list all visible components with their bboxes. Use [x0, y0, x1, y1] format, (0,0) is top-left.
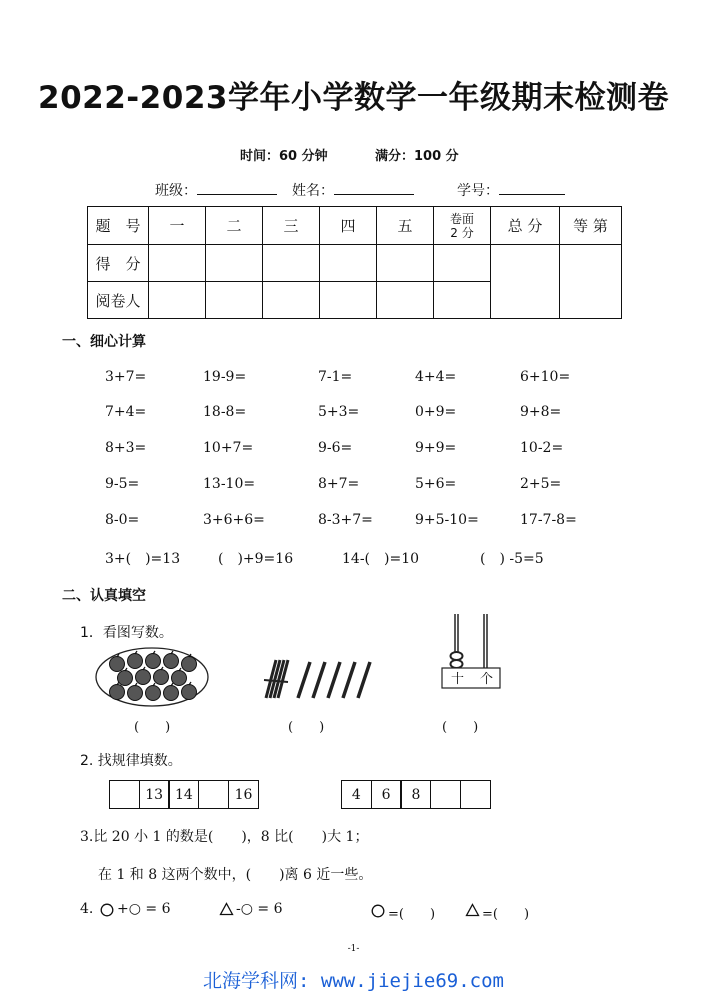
grader-cell[interactable] — [377, 282, 434, 319]
single-stick — [328, 662, 340, 698]
full-score: 满分：100 分 — [375, 149, 459, 164]
neatness-label: 卷面 — [449, 211, 474, 226]
grader-cell[interactable] — [206, 282, 263, 319]
single-stick — [298, 662, 310, 698]
answer-apples[interactable]: ( ) — [134, 720, 171, 735]
apple-icon — [154, 670, 169, 685]
circle-icon — [100, 903, 114, 917]
grader-row-label: 阅卷人 — [88, 282, 149, 319]
calc-item: 9-6= — [318, 440, 353, 456]
page-title: 2022-2023学年小学数学一年级期末检测卷 — [38, 80, 669, 116]
calc-item: 0+9= — [415, 404, 457, 420]
col-section-1: 一 — [149, 207, 206, 245]
sequence-2 — [342, 780, 491, 809]
score-cell[interactable] — [206, 245, 263, 282]
circle-icon — [371, 904, 385, 918]
total-cell[interactable] — [491, 245, 560, 319]
question-4-equation-2: -○ = 6 — [236, 901, 283, 917]
question-2: 2. 找规律填数。 — [80, 753, 182, 769]
col-grade: 等 第 — [560, 207, 622, 245]
sequence-1 — [110, 780, 259, 809]
sticks-picture — [258, 654, 383, 704]
calc-item: 19-9= — [203, 369, 247, 385]
student-id-field[interactable] — [457, 180, 565, 200]
calc-item: 13-10= — [203, 476, 256, 492]
apple-icon — [172, 671, 187, 686]
exam-time: 时间：60 分钟 — [240, 149, 328, 164]
footer-website[interactable]: 北海学科网: www.jiejie69.com — [203, 970, 504, 992]
grader-cell[interactable] — [263, 282, 320, 319]
apple-icon — [118, 671, 133, 686]
calc-item: 3+6+6= — [203, 512, 265, 528]
sequence-cell: 14 — [168, 780, 199, 809]
question-3-line-1: 3.比 20 小 1 的数是( )，8 比( )大 1； — [80, 829, 369, 845]
triangle-icon — [465, 903, 480, 917]
name-label: 姓名： — [292, 183, 334, 199]
answer-sticks[interactable]: ( ) — [288, 720, 325, 735]
apple-icon — [128, 686, 143, 701]
sequence-cell[interactable] — [198, 780, 229, 809]
abacus-tens-label: 十 — [451, 672, 465, 687]
calc-item: 8-0= — [105, 512, 140, 528]
col-section-2: 二 — [206, 207, 263, 245]
apple-icon — [164, 686, 179, 701]
sequence-cell: 16 — [228, 780, 259, 809]
score-cell[interactable] — [149, 245, 206, 282]
id-label: 学号： — [457, 183, 499, 199]
col-total: 总 分 — [491, 207, 560, 245]
single-stick — [358, 662, 370, 698]
abacus-ones-label: 个 — [480, 672, 494, 687]
sequence-cell[interactable] — [460, 780, 491, 809]
calc-item: 7+4= — [105, 404, 147, 420]
calc-item: 9-5= — [105, 476, 140, 492]
question-1: 1．看图写数。 — [80, 625, 173, 641]
col-section-5: 五 — [377, 207, 434, 245]
apple-icon — [110, 657, 125, 672]
page-number: -1- — [347, 944, 360, 954]
calc-item: 9+5-10= — [415, 512, 479, 528]
question-4-number: 4. — [80, 901, 94, 917]
blank-equation[interactable]: 3+( )=13 — [105, 551, 181, 567]
calc-item: 7-1= — [318, 369, 353, 385]
apple-icon — [128, 654, 143, 669]
apple-icon — [182, 685, 197, 700]
sequence-cell: 6 — [371, 780, 402, 809]
sequence-cell[interactable] — [109, 780, 140, 809]
apples-picture — [95, 646, 210, 708]
stick-bundle — [264, 660, 288, 698]
single-stick — [343, 662, 355, 698]
calc-item: 4+4= — [415, 369, 457, 385]
grader-cell[interactable] — [434, 282, 491, 319]
name-blank[interactable] — [334, 180, 414, 195]
apple-icon — [164, 654, 179, 669]
blank-equation[interactable]: 14-( )=10 — [342, 551, 420, 567]
calc-item: 17-7-8= — [520, 512, 577, 528]
single-stick — [313, 662, 325, 698]
score-table — [87, 206, 622, 319]
calc-item: 9+8= — [520, 404, 562, 420]
neatness-points: 2 分 — [450, 225, 474, 240]
sequence-cell: 8 — [400, 780, 431, 809]
col-section-4: 四 — [320, 207, 377, 245]
section-2-heading: 二、认真填空 — [62, 588, 146, 604]
calc-item: 9+9= — [415, 440, 457, 456]
score-row-label: 得 分 — [88, 245, 149, 282]
blank-equation[interactable]: ( )+9=16 — [218, 551, 294, 567]
sequence-cell: 4 — [341, 780, 372, 809]
score-cell[interactable] — [320, 245, 377, 282]
class-blank[interactable] — [197, 180, 277, 195]
apple-icon — [182, 657, 197, 672]
calc-item: 8-3+7= — [318, 512, 373, 528]
id-blank[interactable] — [499, 180, 565, 195]
answer-abacus[interactable]: ( ) — [442, 720, 479, 735]
score-cell[interactable] — [434, 245, 491, 282]
score-cell[interactable] — [377, 245, 434, 282]
calc-item: 8+7= — [318, 476, 360, 492]
section-1-heading: 一、细心计算 — [62, 334, 146, 350]
circle-answer[interactable]: =( ) — [388, 907, 436, 922]
apple-icon — [146, 686, 161, 701]
apple-icon — [136, 670, 151, 685]
apple-group — [110, 651, 197, 701]
calc-item: 8+3= — [105, 440, 147, 456]
question-4-equation-1: +○ = 6 — [117, 901, 171, 917]
triangle-answer[interactable]: =( ) — [482, 907, 530, 922]
grade-cell[interactable] — [560, 245, 622, 319]
calc-item: 10+7= — [203, 440, 254, 456]
calc-item: 18-8= — [203, 404, 247, 420]
grader-cell[interactable] — [149, 282, 206, 319]
question-3-line-2: 在 1 和 8 这两个数中，( )离 6 近一些。 — [98, 867, 373, 883]
class-label: 班级： — [155, 183, 197, 199]
calc-item: 3+7= — [105, 369, 147, 385]
col-section-3: 三 — [263, 207, 320, 245]
calc-item: 5+3= — [318, 404, 360, 420]
row-header: 题 号 — [88, 207, 149, 245]
abacus-bead — [451, 652, 463, 660]
apple-icon — [146, 654, 161, 669]
abacus-bead — [451, 660, 463, 668]
grader-cell[interactable] — [320, 282, 377, 319]
col-neatness — [434, 207, 491, 245]
calc-item: 5+6= — [415, 476, 457, 492]
name-field[interactable] — [292, 180, 414, 200]
triangle-icon — [219, 902, 234, 916]
apple-icon — [110, 685, 125, 700]
score-cell[interactable] — [263, 245, 320, 282]
blank-equation[interactable]: ( ) -5=5 — [480, 551, 544, 567]
class-field[interactable] — [155, 180, 277, 200]
sequence-cell[interactable] — [430, 780, 461, 809]
sequence-cell: 13 — [139, 780, 170, 809]
calc-item: 2+5= — [520, 476, 562, 492]
calc-item: 6+10= — [520, 369, 571, 385]
calc-item: 10-2= — [520, 440, 564, 456]
